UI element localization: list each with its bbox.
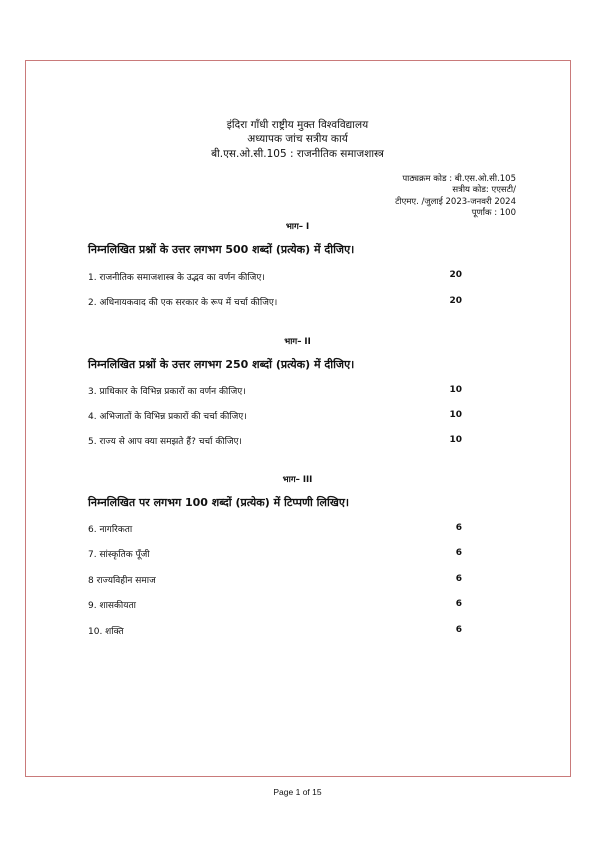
question-text: 3. प्राधिकार के विभिन्न प्रकारों का वर्णन कीजिए। bbox=[88, 387, 246, 397]
question-marks: 10 bbox=[449, 435, 462, 445]
question-marks: 6 bbox=[455, 599, 462, 609]
session: टीएमए. /जुलाई 2023-जनवरी 2024 bbox=[395, 197, 516, 207]
question-marks: 20 bbox=[449, 270, 462, 280]
question-text: 5. राज्य से आप क्या समझते हैं? चर्चा कीजिए। bbox=[88, 437, 242, 447]
question-text: 10. शक्ति bbox=[88, 627, 124, 637]
assignment-code: सत्रीय कोड: एएसटी/ bbox=[452, 185, 516, 195]
question-text: 7. सांस्कृतिक पूँजी bbox=[88, 550, 150, 560]
assignment-title: अध्यापक जांच सत्रीय कार्य bbox=[247, 133, 348, 145]
question-marks: 10 bbox=[449, 410, 462, 420]
course-code: पाठ्यक्रम कोड : बी.एस.ओ.सी.105 bbox=[402, 174, 516, 184]
question-text: 1. राजनीतिक समाजशास्त्र के उद्भव का वर्णन कीजिए। bbox=[88, 273, 265, 283]
university-name: इंदिरा गाँधी राष्ट्रीय मुक्त विश्वविद्यालय bbox=[226, 119, 369, 131]
section-heading: भाग– II bbox=[284, 337, 311, 347]
max-marks: पूर्णांक : 100 bbox=[471, 208, 516, 218]
section-instruction: निम्नलिखित पर लगभग 100 शब्दों (प्रत्येक) में टिप्पणी लिखिए। bbox=[88, 496, 350, 509]
question-marks: 6 bbox=[455, 625, 462, 635]
question-marks: 6 bbox=[455, 574, 462, 584]
section-instruction: निम्नलिखित प्रश्नों के उत्तर लगभग 250 शब्दों (प्रत्येक) में दीजिए। bbox=[88, 358, 355, 371]
question-text: 6. नागरिकता bbox=[88, 525, 133, 535]
question-text: 4. अभिजातों के विभिन्न प्रकारों की चर्चा कीजिए। bbox=[88, 412, 247, 422]
section-heading: भाग– III bbox=[282, 475, 313, 485]
section-instruction: निम्नलिखित प्रश्नों के उत्तर लगभग 500 शब्दों (प्रत्येक) में दीजिए। bbox=[88, 243, 355, 256]
question-marks: 20 bbox=[449, 296, 462, 306]
question-text: 8 राज्यविहीन समाज bbox=[88, 576, 156, 586]
question-marks: 6 bbox=[455, 548, 462, 558]
question-text: 2. अधिनायकवाद की एक सरकार के रूप में चर्चा कीजिए। bbox=[88, 298, 278, 308]
question-marks: 6 bbox=[455, 523, 462, 533]
question-text: 9. शासकीयता bbox=[88, 601, 136, 611]
section-heading: भाग– I bbox=[285, 222, 310, 232]
question-marks: 10 bbox=[449, 385, 462, 395]
course-title: बी.एस.ओ.सी.105 : राजनीतिक समाजशास्त्र bbox=[211, 148, 384, 160]
page-number: Page 1 of 15 bbox=[273, 787, 322, 797]
